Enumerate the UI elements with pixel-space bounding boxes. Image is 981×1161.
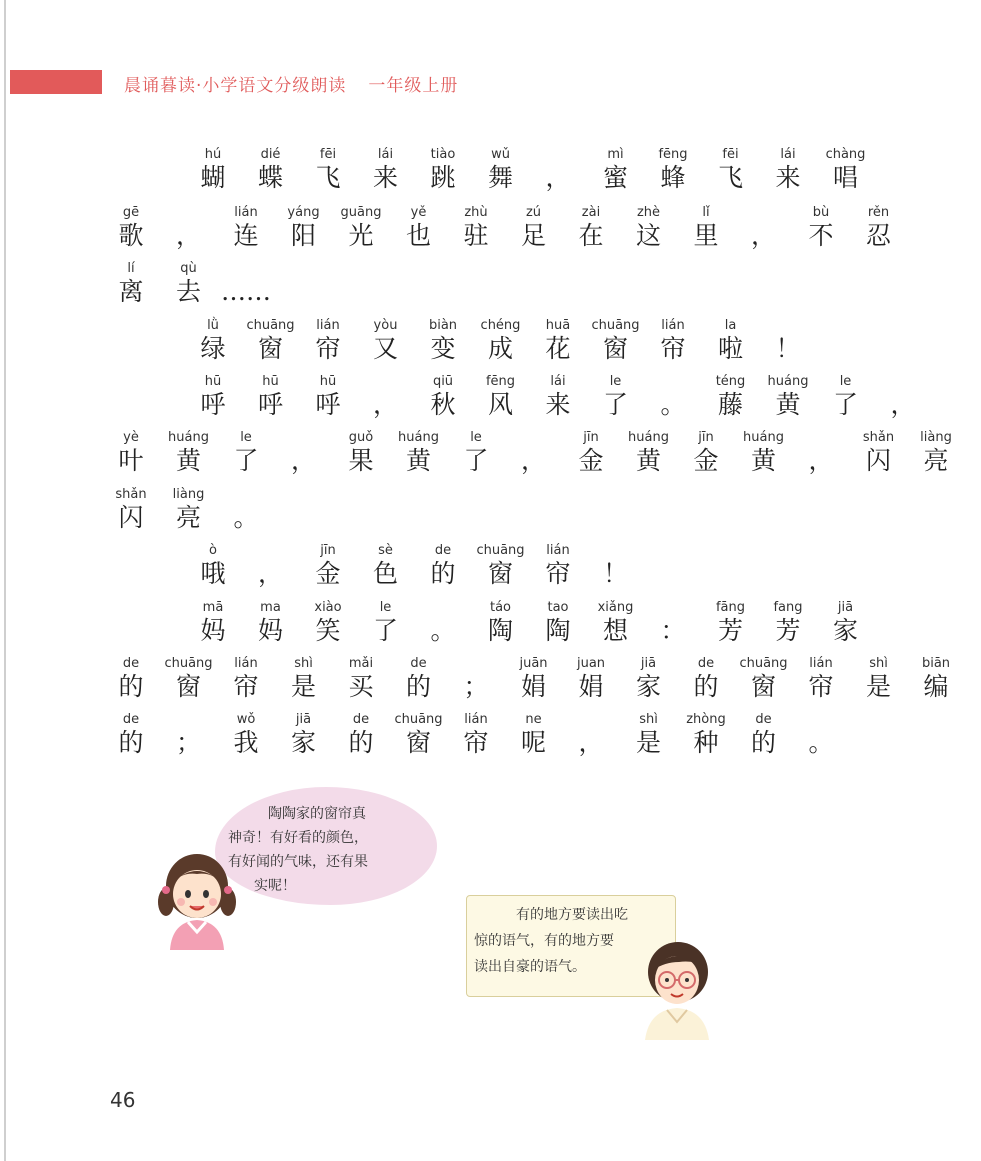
pinyin: lián (316, 318, 340, 333)
ruby-unit (854, 205, 904, 249)
speech-bubble-text (228, 802, 428, 898)
hanzi: 亮 (175, 503, 201, 532)
hanzi: 家 (290, 728, 316, 757)
hanzi: 驻 (463, 221, 489, 250)
hanzi: 窗 (750, 672, 776, 701)
hanzi: 帘 (808, 672, 834, 701)
speech-line: 实呢！ (254, 878, 296, 894)
hanzi: 里 (693, 221, 719, 250)
hanzi: 啦 (717, 334, 743, 363)
hanzi: 成 (487, 334, 513, 363)
punctuation: ！ (775, 334, 801, 363)
ruby-unit (106, 205, 156, 249)
hanzi: 帘 (233, 672, 259, 701)
ruby-unit (533, 543, 583, 587)
punctuation: ， (808, 446, 834, 475)
pinyin: de (122, 656, 140, 671)
pinyin: rěn (867, 205, 890, 220)
speech-line: 神奇！有好看的颜色， (228, 830, 368, 846)
hanzi: 在 (578, 221, 604, 250)
pinyin: shì (869, 656, 888, 671)
hanzi: 窗 (602, 334, 628, 363)
hanzi: 窗 (487, 559, 513, 588)
hanzi: 的 (430, 559, 456, 588)
hanzi: 窗 (175, 672, 201, 701)
hanzi: 了 (372, 616, 398, 645)
ruby-unit (796, 712, 846, 756)
pinyin: de (697, 656, 715, 671)
hanzi: 娟 (520, 672, 546, 701)
pinyin: le (609, 374, 622, 389)
pinyin: hú (204, 147, 222, 162)
pinyin: lián (234, 205, 258, 220)
pinyin: sè (378, 543, 393, 558)
hanzi: 窗 (405, 728, 431, 757)
ruby-unit (394, 656, 444, 700)
pinyin: yě (410, 205, 427, 220)
hanzi: 哦 (200, 559, 226, 588)
pinyin: guāng (340, 205, 382, 220)
pinyin: lián (546, 543, 570, 558)
ruby-unit (164, 487, 214, 531)
punctuation: …… (221, 277, 271, 306)
hanzi: 帘 (463, 728, 489, 757)
ruby-unit (476, 147, 526, 191)
hanzi: 呼 (257, 390, 283, 419)
hanzi: 果 (348, 446, 374, 475)
hanzi: 飞 (315, 163, 341, 192)
hanzi: 绿 (200, 334, 226, 363)
ruby-unit (821, 147, 871, 191)
hanzi: 家 (635, 672, 661, 701)
hanzi: 买 (348, 672, 374, 701)
hanzi: 来 (545, 390, 571, 419)
hanzi: 呼 (200, 390, 226, 419)
ruby-unit (451, 430, 501, 474)
hanzi: 飞 (717, 163, 743, 192)
hanzi: 蝴 (200, 163, 226, 192)
hanzi: 是 (635, 728, 661, 757)
pinyin: juan (576, 656, 606, 671)
hanzi: 光 (348, 221, 374, 250)
pinyin: fang (773, 600, 803, 615)
hanzi: 风 (487, 390, 513, 419)
pinyin: shǎn (115, 487, 147, 502)
pinyin: mì (607, 147, 624, 162)
page-number: 46 (110, 1088, 136, 1112)
tip-line: 有的地方要读出吃 (516, 907, 628, 923)
pinyin: lái (550, 374, 566, 389)
pinyin: chuāng (591, 318, 640, 333)
punctuation: ， (520, 446, 546, 475)
punctuation: 。 (660, 390, 686, 419)
ruby-unit (164, 261, 214, 305)
pinyin: guǒ (348, 430, 374, 445)
pinyin: mǎi (348, 656, 374, 671)
volume-label: 一年级上册 (368, 76, 459, 96)
hanzi: 又 (372, 334, 398, 363)
hanzi: 金 (578, 446, 604, 475)
header-color-bar (10, 70, 102, 94)
pinyin: fēng (658, 147, 688, 162)
punctuation: ， (750, 221, 776, 250)
hanzi: 了 (602, 390, 628, 419)
girl-illustration (156, 842, 238, 950)
hanzi: 蜂 (660, 163, 686, 192)
hanzi: 的 (348, 728, 374, 757)
pinyin: huáng (743, 430, 784, 445)
hanzi: 帘 (660, 334, 686, 363)
hanzi: 花 (545, 334, 571, 363)
pinyin: le (240, 430, 252, 445)
ruby-unit (681, 205, 731, 249)
pinyin: liàng (920, 430, 952, 445)
pinyin: yè (123, 430, 139, 445)
hanzi: 蜜 (602, 163, 628, 192)
pinyin: fēi (722, 147, 739, 162)
punctuation: ： (660, 616, 686, 645)
speech-line: 有好闻的气味，还有果 (228, 854, 368, 870)
tip-line: 惊的语气，有的地方要 (474, 933, 614, 949)
pinyin: chuāng (164, 656, 213, 671)
pinyin: le (470, 430, 482, 445)
hanzi: 家 (832, 616, 858, 645)
ruby-unit (221, 261, 271, 305)
hanzi: 舞 (487, 163, 513, 192)
hanzi: 蝶 (257, 163, 283, 192)
ruby-unit (739, 430, 789, 474)
pinyin: chéng (480, 318, 521, 333)
hanzi: 连 (233, 221, 259, 250)
running-header (124, 71, 458, 96)
pinyin: hū (319, 374, 337, 389)
pinyin: yòu (373, 318, 398, 333)
pinyin: la (724, 318, 737, 333)
ruby-unit (509, 712, 559, 756)
speech-line: 陶陶家的窗帘真 (268, 806, 366, 822)
ruby-unit (911, 656, 961, 700)
pinyin: ma (260, 600, 281, 615)
hanzi: 这 (635, 221, 661, 250)
hanzi: 呢 (520, 728, 546, 757)
hanzi: 去 (175, 277, 201, 306)
hanzi: 了 (233, 446, 259, 475)
pinyin: zhòng (686, 712, 726, 727)
hanzi: 来 (372, 163, 398, 192)
hanzi: 想 (602, 616, 628, 645)
hanzi: 足 (520, 221, 546, 250)
pinyin: téng (715, 374, 746, 389)
pinyin: chuāng (476, 543, 525, 558)
pinyin: lián (234, 656, 258, 671)
page-edge (4, 0, 6, 1161)
pinyin: jiā (295, 712, 312, 727)
hanzi: 也 (405, 221, 431, 250)
pinyin: jīn (698, 430, 714, 445)
pinyin: le (379, 600, 392, 615)
pinyin: yáng (287, 205, 320, 220)
ruby-unit (361, 600, 411, 644)
hanzi: 是 (290, 672, 316, 701)
punctuation: ； (463, 672, 489, 701)
hanzi: 闪 (865, 446, 891, 475)
hanzi: 妈 (257, 616, 283, 645)
hanzi: 闪 (118, 503, 144, 532)
pinyin: tao (547, 600, 569, 615)
hanzi: 的 (405, 672, 431, 701)
pinyin: huáng (767, 374, 809, 389)
pinyin: lǜ (207, 318, 219, 333)
tip-line: 读出自豪的语气。 (474, 959, 586, 975)
pinyin: hū (262, 374, 279, 389)
pinyin: lái (377, 147, 394, 162)
ruby-unit (739, 712, 789, 756)
pinyin: juān (519, 656, 548, 671)
punctuation: ； (175, 728, 201, 757)
punctuation: ， (545, 163, 571, 192)
ruby-unit (591, 374, 641, 418)
pinyin: zhù (464, 205, 488, 220)
pinyin: lí (127, 261, 135, 276)
hanzi: 娟 (578, 672, 604, 701)
ruby-unit (706, 318, 756, 362)
hanzi: 黄 (750, 446, 776, 475)
pinyin: dié (260, 147, 281, 162)
pinyin: de (755, 712, 772, 727)
pinyin: qiū (432, 374, 454, 389)
pinyin: ò (209, 543, 217, 558)
punctuation: ， (578, 728, 604, 757)
pinyin: mā (202, 600, 224, 615)
pinyin: zhè (636, 205, 661, 220)
pinyin: chuāng (739, 656, 788, 671)
ruby-unit (591, 600, 641, 644)
hanzi: 不 (808, 221, 834, 250)
pinyin: lǐ (702, 205, 710, 220)
ruby-unit (221, 430, 271, 474)
hanzi: 了 (463, 446, 489, 475)
pinyin: de (410, 656, 427, 671)
hanzi: 忍 (865, 221, 891, 250)
punctuation: ， (372, 390, 398, 419)
hanzi: 是 (865, 672, 891, 701)
hanzi: 呼 (315, 390, 341, 419)
punctuation: ， (175, 221, 201, 250)
hanzi: 黄 (635, 446, 661, 475)
pinyin: gē (122, 205, 140, 220)
pinyin: wǒ (236, 712, 256, 727)
pinyin: chàng (825, 147, 866, 162)
hanzi: 歌 (118, 221, 144, 250)
ruby-unit (911, 430, 961, 474)
ruby-unit (591, 543, 641, 587)
pinyin: chuāng (246, 318, 295, 333)
pinyin: shì (639, 712, 658, 727)
ruby-unit (821, 600, 871, 644)
pinyin: xiǎng (597, 600, 634, 615)
pinyin: wǔ (491, 147, 510, 162)
hanzi: 金 (315, 559, 341, 588)
punctuation: 。 (233, 503, 259, 532)
pinyin: biān (921, 656, 951, 671)
pinyin: fēng (485, 374, 516, 389)
punctuation: ， (890, 390, 916, 419)
ruby-unit (303, 374, 353, 418)
hanzi: 陶 (545, 616, 571, 645)
pinyin: huā (545, 318, 571, 333)
ruby-unit (188, 543, 238, 587)
punctuation: ， (290, 446, 316, 475)
pinyin: chuāng (394, 712, 443, 727)
hanzi: 帘 (315, 334, 341, 363)
pinyin: jiā (837, 600, 854, 615)
teacher-illustration (635, 936, 717, 1040)
hanzi: 的 (693, 672, 719, 701)
hanzi: 金 (693, 446, 719, 475)
pinyin: tiào (430, 147, 456, 162)
hanzi: 黄 (175, 446, 201, 475)
hanzi: 陶 (487, 616, 513, 645)
pinyin: jiā (640, 656, 657, 671)
hanzi: 的 (118, 728, 144, 757)
ruby-unit (821, 374, 871, 418)
pinyin: shǎn (862, 430, 895, 445)
hanzi: 藤 (717, 390, 743, 419)
pinyin: zú (525, 205, 542, 220)
hanzi: 叶 (118, 446, 144, 475)
pinyin: bù (812, 205, 830, 220)
pinyin: fēi (319, 147, 337, 162)
hanzi: 跳 (430, 163, 456, 192)
hanzi: 的 (750, 728, 776, 757)
ruby-unit (763, 318, 813, 362)
pinyin: biàn (428, 318, 458, 333)
hanzi: 妈 (200, 616, 226, 645)
hanzi: 种 (693, 728, 719, 757)
pinyin: de (352, 712, 370, 727)
series-title: 晨诵暮读·小学语文分级朗读 (124, 76, 347, 96)
pinyin: hū (204, 374, 222, 389)
pinyin: liàng (172, 487, 205, 502)
ruby-unit (106, 712, 156, 756)
pinyin: lián (809, 656, 833, 671)
punctuation: 。 (430, 616, 456, 645)
hanzi: 芳 (775, 616, 801, 645)
hanzi: 笑 (315, 616, 341, 645)
pinyin: huáng (398, 430, 439, 445)
pinyin: huáng (628, 430, 669, 445)
pinyin: táo (489, 600, 512, 615)
pinyin: lái (780, 147, 796, 162)
hanzi: 我 (233, 728, 259, 757)
pinyin: qù (180, 261, 197, 276)
ruby-unit (221, 487, 271, 531)
pinyin: lián (661, 318, 685, 333)
pinyin: fāng (715, 600, 746, 615)
pinyin: de (434, 543, 452, 558)
hanzi: 变 (430, 334, 456, 363)
hanzi: 了 (832, 390, 858, 419)
hanzi: 秋 (430, 390, 456, 419)
hanzi: 色 (372, 559, 398, 588)
pinyin: zài (581, 205, 601, 220)
hanzi: 的 (118, 672, 144, 701)
pinyin: de (122, 712, 140, 727)
hanzi: 窗 (257, 334, 283, 363)
hanzi: 离 (118, 277, 144, 306)
pinyin: lián (464, 712, 488, 727)
hanzi: 亮 (923, 446, 949, 475)
hanzi: 阳 (290, 221, 316, 250)
hanzi: 黄 (775, 390, 801, 419)
punctuation: ， (257, 559, 283, 588)
punctuation: 。 (808, 728, 834, 757)
pinyin: ne (525, 712, 542, 727)
pinyin: jīn (320, 543, 336, 558)
hanzi: 来 (775, 163, 801, 192)
hanzi: 唱 (832, 163, 858, 192)
pinyin: xiào (314, 600, 342, 615)
hanzi: 芳 (717, 616, 743, 645)
pinyin: huáng (168, 430, 209, 445)
hanzi: 帘 (545, 559, 571, 588)
hanzi: 编 (923, 672, 949, 701)
ruby-unit (878, 374, 928, 418)
hanzi: 黄 (405, 446, 431, 475)
punctuation: ！ (602, 559, 628, 588)
pinyin: jīn (583, 430, 599, 445)
pinyin: shì (294, 656, 313, 671)
pinyin: le (839, 374, 852, 389)
